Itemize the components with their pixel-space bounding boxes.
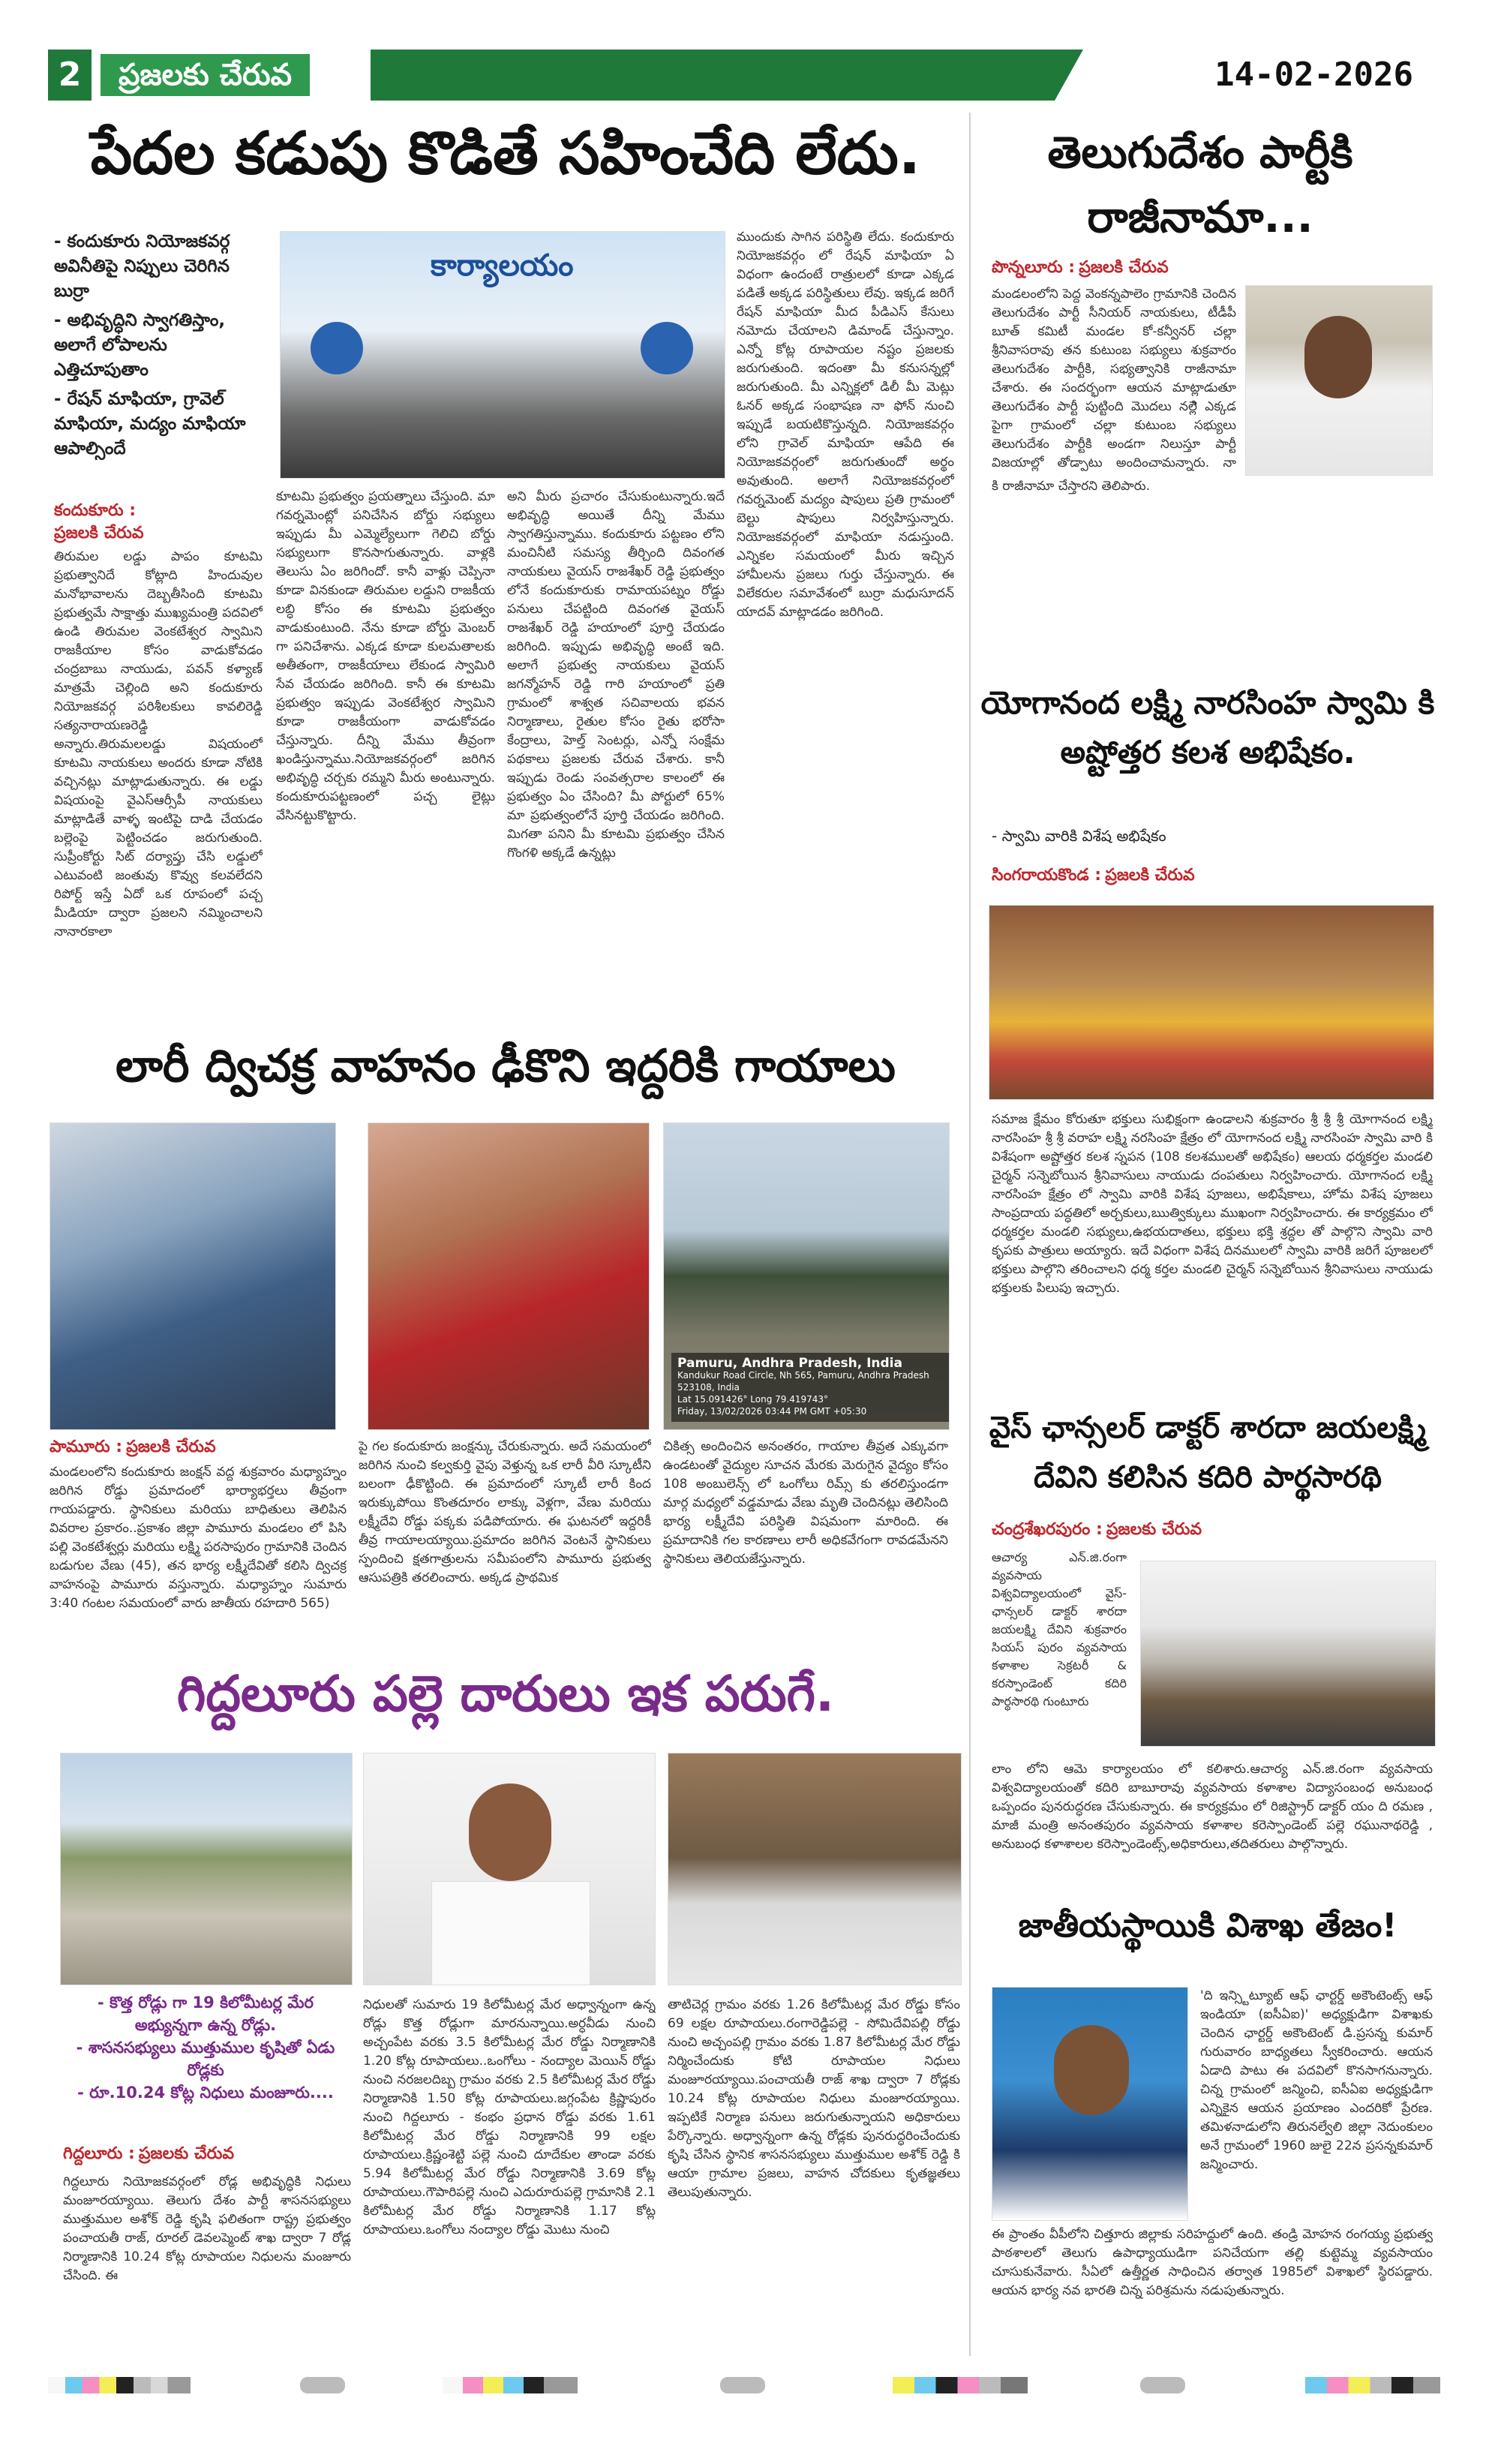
story5-bullet: - కొత్త రోడ్లు గా 19 కిలోమీటర్ల మేర అభ్యున్నగా ఉన్న రోడ్లు. — [98, 1994, 314, 2034]
story5-col2: నిధులతో సుమారు 19 కిలోమీటర్ల మేర అధ్వాన్నంగా ఉన్న రోడ్లు కొత్త రోడ్లుగా మారనున్నాయి.అర్ధవీడు నుంచి అచ్చంపేట వరకు 3.5 కిలోమీటర్ల మేర రోడ్డు నిర్మాణానికి 1.20 కోట్ల రూపాయలు..ఒంగోలు - నంద్యాల మెయిన్ రోడ్డు నుంచి నరజలదిబ్బ గ్రామం వరకు 2.5 కిలోమీటర్ల మేర రోడ్డు నిర్మాణానికి 1.50 కోట్ల రూపాయలు.జగ్గంపేట క్రిష్ణాపురం నుంచి గిద్దలూరు - కంభం ప్రధాన రోడ్డు వరకు 1.61 కిలోమీటర్ల మేర రోడ్డు నిర్మాణానికి 99 లక్షల రూపాయలు.క్రిష్ణంశెట్టి పల్లె నుంచి దూదేకుల తాండా వరకు 5.94 కిలోమీటర్ల మేర రోడ్డు నిర్మాణానికి 3.69 కోట్ల రూపాయలు.గౌపారిపల్లె నుంచి ఎదురూరుపల్లె గ్రామానికి 2.1 కిలోమీటర్ల మేర రోడ్డు నిర్మాణానికి 1.17 కోట్ల రూపాయలు.ఒంగోలు నంద్యాల రోడ్డు మొటు నుంచి — [363, 1997, 656, 2237]
story2-headline: తెలుగుదేశం పార్టీకి రాజీనామా... — [1047, 127, 1353, 242]
story1-byline — [54, 501, 257, 546]
lorry-photo — [663, 1122, 950, 1430]
registration-mark — [720, 2377, 765, 2393]
registration-mark — [300, 2377, 345, 2393]
party-logo — [311, 322, 363, 374]
byline-place: పామూరు : — [50, 1438, 123, 1456]
story3-headline-line2: అష్టోత్తర కలశ అభిషేకం. — [1060, 734, 1355, 771]
story1-col3: అని మీరు ప్రచారం చేసుకుంటున్నారు.ఇదే అభివృద్ధి అయితే దీన్ని మేము స్వాగతిస్తున్నాము. కందుకూరు పట్టణం లోని మంచినీటి సమస్య తీర్చింది దివంగత నాయకులు వైయస్ రాజశేఖర్ రెడ్డి ప్రభుత్వం లోనే కందుకూరుకు రామాయపట్నం రోడ్డు పనులు చేపట్టింది దివంగత వైయస్ రాజశేఖర్ రెడ్డి హయాంలో పూర్తి చేయడం జరిగింది. ఇప్పుడు అభివృద్ధి అంటే ఇది. అలాగే ప్రభుత్వ నాయకులు వైయస్ జగన్మోహన్ రెడ్డి గారి హయాంలో ప్రతి గ్రామంలో శాశ్వత సచివాలయ భవన నిర్మాణాలు, రైతుల కోసం రైతు భరోసా కేంద్రాలు, హెల్త్ సెంటర్లు, ఎన్నో సంక్షేమ పథకాలు ప్రజలకు చేరువ చేశారు. కానీ ఇప్పుడు రెండు సంవత్సరాల కాలంలో ఈ ప్రభుత్వం ఏం చేసింది? మీ పోర్టులో 65% మా ప్రభుత్వంలోనే పూర్తి చేయడం జరిగింది. మిగతా పనిని మీ కూటమి ప్రభుత్వం చేసిన గొంగళి అక్కడే ఉన్నట్లు — [507, 489, 725, 861]
person-face — [1304, 316, 1372, 398]
story2-body-bottom — [992, 477, 1431, 635]
press-meet-photo — [280, 231, 725, 479]
geo-stamp-time: Friday, 13/02/2026 03:44 PM GMT +05:30 — [677, 1406, 867, 1417]
story6-body-left: ఆచార్య ఎన్.జి.రంగా వ్యవసాయ విశ్వవిద్యాలయంలో వైస్-ఛాన్సలర్ డాక్టర్ శారదా జయలక్ష్మి దేవిని శుక్రవారం సియస్ పురం వ్యవసాయ కళాశాల సెక్రటరీ & కరస్పాండెంట్ కదిరి పార్థసారథి గుంటూరు — [992, 1550, 1127, 1708]
story4-col3: చికిత్స అందించిన అనంతరం, గాయాల తీవ్రత ఎక్కువగా ఉండటంతో వైద్యుల సూచన మేరకు మెరుగైన వైద్యం కోసం 108 అంబులెన్స్ లో ఒంగోలు రిమ్స్ కు తరలిస్తుండగా మార్గ మధ్యలో వడ్డమాడు వేణు మృతి చెందినట్లు తెలిసింది భార్య లక్ష్మీదేవి పరిస్థితి విషమంగా మారింది. ఈ ప్రమాదానికి గల కారణాలు లారీ అధికవేగంగా రావడమేనని స్థానికులు తెలియజేస్తున్నారు. — [663, 1439, 948, 1567]
registration-mark — [1140, 2377, 1185, 2393]
mla-photo-1 — [363, 1753, 656, 1985]
story2-byline — [992, 258, 1247, 281]
story1-bullet: - అభివృద్ధిని స్వాగతిస్తాం, అలాగే లోపాలను ఎత్తిచూపుతాం — [54, 311, 226, 380]
byline-source: ప్రజలకి చేరువ — [1105, 866, 1195, 885]
issue-date: 14-02-2026 — [1214, 56, 1413, 94]
geo-stamp-coords: Lat 15.091426° Long 79.419743° — [677, 1394, 829, 1405]
story4-headline: లారీ ద్విచక్ర వాహనం ఢీకొని ఇద్దరికి గాయాలు — [116, 1040, 896, 1092]
story1-col2: కూటమి ప్రభుత్వం ప్రయత్నాలు చేస్తుంది. మా గవర్నమెంట్లో పనిచేసిన బోర్డు సభ్యులు ఇప్పుడు మీ ఎమ్మెల్యేలుగా గెలిచి బోర్డు సభ్యులుగా కొనసాగుతున్నారు. వాళ్లకి తెలుసు ఏం జరిగిందో. కానీ వాళ్లు చెప్పినా కూడా వినకుండా తిరుమల లడ్డుని రాజకీయ లబ్ధి కోసం ఈ కూటమి ప్రభుత్వం వాడుకుంటుంది. నేను కూడా బోర్డు మెంబర్ గా పనిచేశాను. ఎక్కడ కూడా కులమతాలకు అతీతంగా, రాజకీయాలు లేకుండ స్వామిరి సేవ చేయడం జరిగింది. కానీ ఈ కూటమి ప్రభుత్వం ఇప్పుడు వెంకటేశ్వర స్వామిని కూడా రాజకీయంగా వాడుకోవడం చేస్తున్నారు. దీన్ని మేము తీవ్రంగా ఖండిస్తున్నాము.నియోజకవర్గంలో జరిగిన అభివృద్ధి చర్చకు రమ్మని మీరు అంటున్నారు. కందుకూరుపట్టణంలో పచ్చ లైట్లు వేసినట్టుకొట్టారు. — [276, 489, 495, 823]
story2-body: మండలంలోని పెద్ద వెంకన్నపాలెం గ్రామానికి చెందిన తెలుగుదేశం పార్టీ సీనియర్ నాయకులు, టీడీపీ బూత్ కమిటీ మండల కో-కన్వీనర్ చల్లా శ్రీనివాసరావు తన కుటుంబ సభ్యులు శుక్రవారం తెలుగుదేశం పార్టీకి, సభ్యత్వానికి రాజీనామా చేశారు. ఈ సందర్భంగా ఆయన మాట్లాడుతూ తెలుగుదేశం పార్టీ పుట్టింది మొదలు నల్లెి ఎక్కడ పైగా గ్రామంలో చల్లా కుటుంబ సభ్యులు తెలుగుదేశం పార్టీకి అండగా నిలుస్తూ పార్టీ విజయాల్లో తోడ్పాటు అందించామన్నారు. నా — [992, 287, 1236, 470]
story6-byline — [992, 1520, 1202, 1543]
story1-bullets — [54, 230, 264, 466]
header-bar — [371, 50, 1083, 101]
story3-byline — [992, 866, 1195, 888]
byline-place: చంద్రశేఖరపురం : — [992, 1520, 1103, 1539]
byline-source: ప్రజలకు చేరువ — [1106, 1520, 1202, 1539]
injured-person-photo-2 — [368, 1122, 650, 1430]
story1-headline: పేదల కడుపు కొడితే సహించేది లేదు. — [90, 120, 921, 188]
story5-bullets — [63, 1991, 348, 2104]
party-logo — [641, 322, 693, 374]
story3-bullet: - స్వామి వారికి విశేష అభిషేకం — [992, 827, 1166, 845]
banner-text: కార్యాలయం — [431, 248, 574, 283]
injured-person-photo-1 — [50, 1122, 336, 1430]
temple-ritual-photo — [989, 905, 1434, 1100]
story1-col1: తిరుమల లడ్డు పాపం కూటమి ప్రభుత్వానిదే కోట్లాది హిందువుల మనోభావాలను దెబ్బతీసింది కూటమి ప్రభుత్వమే సాక్షాత్తు ముఖ్యమంత్రి పదవిలో ఉండి తిరుమల వెంకటేశ్వర స్వామిని రాజకీయాల కోసం వాడుకోవడం చంద్రబాబు నాయుడు, పవన్ కళ్యాణ్ మాత్రమే చెల్లింది అని కందుకూరు నియోజకవర్గ పరిశీలకులు కావలిరెడ్డి సత్యనారాయణరెడ్డి అన్నారు.తిరుమలలడ్డు విషయంలో కూటమి నాయకులు అందరు కూడా నోటికి వచ్చినట్లు మాట్లాడుతున్నారు. ఈ లడ్డు విషయంపై వైఎస్ఆర్సీపీ నాయకులు మాట్లాడితే వాళ్ళ ఇంటిపై దాడి చేయడం బల్లెంపై పెట్టించడం జరుగుతుంది. సుప్రీంకోర్టు సిట్ దర్యాప్తు చేసి లడ్డులో ఎటువంటి జంతువు కొవ్వు కలవలేదని రిపోర్ట్ ఇస్తే ఏదో ఒక రూపంలో పచ్చ మీడియా ద్వారా ప్రజలని నమ్మించాలని నానారకాలా — [54, 549, 263, 939]
story5-col3: తాటిచెర్ల గ్రామం వరకు 1.26 కిలోమీటర్ల మేర రోడ్డు కోసం 69 లక్షల రూపాయలు.రంగారెడ్డిపల్లె - సోమిదేవిపల్లి రోడ్డు నుంచి అచ్చంపల్లి గ్రామం వరకు 1.87 కిలోమీటర్ల మేర రోడ్డు నిర్మించేందుకు కోటి రూపాయల నిధులు మంజూరయ్యాయి.పంచాయతీ రాజ్ శాఖ ద్వారా 7 రోడ్లకు 10.24 కోట్ల రూపాయల నిధులు మంజూరయ్యాయి. ఇప్పటికే నిర్మాణ పనులు జరుగుతున్నాయని అధికారులు పేర్కొన్నారు. అధ్వాన్నంగా ఉన్న రోడ్లకు పునరుద్ధరించేందుకు కృషి చేసిన స్థానిక శాసనసభ్యులు ముత్తుముల అశోక్ రెడ్డి కి ఆయా గ్రామాల ప్రజలు, వాహన చోదకులు కృతజ్ఞతలు తెలుపుతున్నారు. — [668, 1997, 960, 2200]
byline-place: కందుకూరు : — [54, 501, 137, 520]
story3-headline-line1: యోగానంద లక్ష్మి నారసింహ స్వామి కి — [980, 684, 1435, 721]
person-face — [1054, 2025, 1129, 2115]
registration-bar — [48, 2377, 191, 2393]
story6-headline — [975, 1403, 1440, 1502]
registration-bar — [893, 2377, 1028, 2393]
byline-source: ప్రజలకి చేరువ — [126, 1438, 216, 1456]
story7-body-left: 'ది ఇన్స్టిట్యూట్ ఆఫ్ ఛార్టర్డ్ అకౌంటెంట్స్ ఆఫ్ ఇండియా (ఐసీఏఐ)' అధ్యక్షుడిగా విశాఖకు చెందిన ఛార్టర్డ్ అకౌంటెంట్ డి.ప్రసన్న కుమార్ గురువారం బాధ్యతలు స్వీకరించారు. ఆయన ఏడాది పాటు ఈ పదవిలో కొనసాగనున్నారు. చిన్న గ్రామంలో జన్మించి, ఐసీఏఐ అధ్యక్షుడిగా ఎన్నికైన ఆయన ప్రయాణం ఎందరికో ప్రేరణ. తమిళనాడులోని తిరునల్వేలి జిల్లా నెదుంకులం అనే గ్రామంలో 1960 జులై 22న ప్రసన్నకుమార్ జన్మించారు. — [1200, 1988, 1433, 2172]
registration-bar — [443, 2377, 578, 2393]
page-header — [48, 50, 1443, 101]
story1-bullet: - రేషన్ మాఫియా, గ్రావెల్ మాఫియా, మద్యం మాఫియా ఆపాల్సిందే — [54, 389, 246, 458]
byline-source: ప్రజలకి చేరువ — [1079, 258, 1169, 277]
story5-bullet: - శాసనసభ్యులు ముత్తుముల కృషితో ఏడు రోడ్లకు — [76, 2039, 335, 2079]
paper-name: ప్రజలకు చేరువ — [101, 54, 310, 96]
byline-place: గిద్దలూరు : — [63, 2144, 135, 2163]
byline-source: ప్రజలకి చేరువ — [54, 524, 144, 542]
story1-col4: ముందుకు సాగిన పరిస్థితి లేదు. కందుకూరు నియోజకవర్గం లో రేషన్ మాఫియా ఏ విధంగా ఉందంటే రాత్రులలో కూడా ఎక్కడ పడితే అక్కడ పరిస్థితులు లేవు. ఇక్కడ జరిగే రేషన్ మాఫియా మీద పీడిఎస్ కేసులు నమోదు చేయాలని డిమాండ్ చేస్తున్నాం. ఎన్నో కోట్ల రూపాయల నష్టం ప్రజలకు జరుగుతుంది. ఇదంతా మీ కనుసన్నల్లో జరుగుతుంది. మీ ఎన్నిక్లలో డిలీ మీ మెట్లు ఓనర్ అక్కడ సంభాషణ నా ఫోన్ నుంచి ఇప్పుడే బయటికొస్తున్నది. నియోజకవర్గం లోని గ్రావెల్ మాఫియా ఆపేది ఈ నియోజకవర్గంలో జరుగుతుందో అర్థం అవుతుంది. అలాగే నియోజకవర్గంలో గవర్నమెంట్ మద్యం షాపులు ప్రతి గ్రామంలో బెల్టు షాపులు నిర్వహిస్తున్నారు. నియోజకవర్గంలో మాఫియా నడుస్తుంది. ఎన్నికల సమయంలో మీరు ఇచ్చిన హామీలను ప్రజలు గుర్తు చేస్తున్నారు. ఈ విలేకరుల సమావేశంలో బుర్రా మధుసూదన్ యాదవ్ మాట్లాడడం జరిగింది. — [737, 230, 954, 620]
byline-place: సింగరాయకొండ : — [992, 866, 1102, 885]
registration-bar — [1305, 2377, 1440, 2393]
story6-headline-line1: వైస్ ఛాన్సలర్ డాక్టర్ శారదా జయలక్ష్మి — [989, 1411, 1427, 1445]
story3-headline — [975, 678, 1440, 777]
story4-byline — [50, 1438, 216, 1460]
story2-body-cont: కి రాజీనామా చేస్తారని తెలిపారు. — [992, 479, 1151, 494]
story4-col2: పై గల కందుకూరు జంక్షన్కు చేరుకున్నారు. అదే సమయంలో జరిగిన నుంచి కల్వకుర్తి వైపు వెళ్తున్న ఒక లారీ వీరి స్కూటీని బలంగా ఢీకొట్టింది. ఈ ప్రమాదంలో స్కూటీ లారీ కింద ఇరుక్కుపోయి కొంతదూరం లాక్కు వెళ్లగా, వేణు మరియు లక్ష్మీదేవి రోడ్డు పక్కకు పడిపోయారు. ఈ ఘటనలో ఇద్దరికీ తీవ్ర గాయాలయ్యాయి.ప్రమాదం జరిగిన వెంటనే స్థానికులు స్పందించి క్షతగాత్రులను సమీపంలోని పామూరు ప్రభుత్వ ఆసుపత్రికి తరలించారు. అక్కడ ప్రాథమిక — [359, 1439, 651, 1585]
story6-body-rest: లాం లోని ఆమె కార్యాలయం లో కలిశారు.ఆచార్య ఎన్.జి.రంగా వ్యవసాయ విశ్వవిద్యాలయంతో కదిరి బాబూరావు వ్యవసాయ కళాశాల విద్యాసంబంధ అనుబంధ ఒప్పందం పునరుద్ధరణ చేసుకున్నారు. ఈ కార్యక్రమం లో రిజిస్ట్రార్ డాక్టర్ యం ది రమణ , మాజీ మంత్రి అనంతపురం వ్యవసాయ కళాశాల కరెస్పాండెంట్ పల్లె రఘునాథరెడ్డి , అనుబంధ కళాశాలల కరెస్పాండెంట్స్,అధికారులు,తదితరులు పాల్గొన్నారు. — [992, 1762, 1433, 1852]
story5-col1: గిద్దలూరు నియోజకవర్గంలో రోడ్ల అభివృద్ధికి నిధులు మంజూరయ్యాయి. తెలుగు దేశం పార్టీ శాసనసభ్యులు ముత్తుముల అశోక్ రెడ్డి కృషి ఫలితంగా రాష్ట్ర ప్రభుత్వం పంచాయతీ రాజ్, రూరల్ డెవలప్మెంట్ శాఖ ద్వారా 7 రోడ్ల నిర్మాణానికి 10.24 కోట్ల రూపాయల నిధులను మంజూరు చేసింది. ఈ — [63, 2174, 351, 2283]
story4-col1: మండలంలోని కందుకూరు జంక్షన్ వద్ద శుక్రవారం మధ్యాహ్నం జరిగిన రోడ్డు ప్రమాదంలో భార్యాభర్తలు తీవ్రంగా గాయపడ్డారు. స్థానికులు మరియు బాధితులు తెలిపిన వివరాల ప్రకారం..ప్రకాశం జిల్లా పామూరు మండలం లో పిసి పల్లి వెంకటేశ్వర్లు మరియు లక్ష్మి పరసాపురం గ్రామానికి చెందిన బడుగుల వేణు (45), తన భార్య లక్ష్మీదేవితో కలిసి ద్విచక్ర వాహనంపై పామూరు వస్తున్నారు. మధ్యాహ్నం సుమారు 3:40 గంటల సమయంలో వారు జాతీయ రహదారి 565) — [50, 1465, 347, 1611]
story3-body: సమాజ క్షేమం కోరుతూ భక్తులు సుభిక్షంగా ఉండాలని శుక్రవారం శ్రీ శ్రీ శ్రీ యోగానంద లక్ష్మి నారసింహ శ్రీ శ్రీ వరాహ లక్ష్మి నరసింహ క్షేత్రం లో యోగానంద లక్ష్మి నారసింహ స్వామి వారి కి విశేషంగా అష్టోత్తర కలశ స్నపన (108 కలశములతో అభిషేకం) ఆలయ ధర్మకర్తల మండలి చైర్మన్ సన్నెబోయిన శ్రీనివాసులు నాయుడు దంపతులు నిర్వహించారు. యోగానంద లక్ష్మి నారసింహ క్షేత్రం లో స్వామి వారికి విశేష పూజలు, అభిషేకాలు, హోమ విశేష పూజలు సాంప్రదాయ పద్ధతిలో అర్చకులు,ఋత్విక్కులు ముఖంగా నిర్వహించారు. ఈ కార్యక్రమం లో ధర్మకర్తల మండలి సభ్యులు,ఉభయదాతలు, భక్తులు భక్తి శ్రద్ధల తో పాల్గొని స్వామి వారి కృపకు పాత్రులు అయ్యారు. ఇదే విధంగా విశేష దినములలో స్వామి వారికి జరిగే పూజలలో భక్తులు పాల్గొని తరించాలని ధర్మ కర్తల మండలి చైర్మన్ సన్నెబోయిన శ్రీనివాసులు నాయుడు భక్తులకు పిలుపు ఇచ్చారు. — [992, 1112, 1433, 1296]
column-divider — [969, 113, 971, 2356]
geo-stamp — [671, 1353, 950, 1422]
village-road-photo — [60, 1753, 353, 1985]
story5-headline: గిద్దలూరు పల్లె దారులు ఇక పరుగే. — [176, 1665, 835, 1723]
story2-body-top — [992, 285, 1236, 473]
story1-bullet: - కందుకూరు నియోజకవర్గ అవినీతిపై నిప్పులు చెరిగిన బుర్రా — [54, 232, 230, 301]
member-portrait-photo — [1245, 285, 1433, 476]
byline-place: పొన్నలూరు : — [992, 258, 1076, 277]
geo-stamp-address: Kandukur Road Circle, Nh 565, Pamuru, Andhra Pradesh 523108, India — [677, 1370, 929, 1393]
story5-byline — [63, 2144, 234, 2167]
geo-stamp-title: Pamuru, Andhra Pradesh, India — [677, 1356, 902, 1371]
white-shirt — [431, 1881, 590, 1985]
page-number: 2 — [48, 50, 92, 101]
story5-bullet: - రూ.10.24 కోట్ల నిధులు మంజూరు.... — [77, 2084, 334, 2102]
ca-president-photo — [992, 1987, 1188, 2221]
story7-body-rest: ఈ ప్రాంతం వీపీలోని చిత్తూరు జిల్లాకు సరిహద్దులో ఉంది. తండ్రి మోహన రంగయ్య ప్రభుత్వ పాఠశాలలో తెలుగు ఉపాధ్యాయుడిగా పనిచేయగా తల్లి కుట్టెమ్మ వ్యవసాయం చూసుకునేవారు. సీఏలో ఉత్తీర్ణత సాధించిన తర్వాత 1985లో విశాఖలో స్థిరపడ్డారు. ఆయన భార్య నవ భారతి చిన్న పరిశ్రమను నడుపుతున్నారు. — [992, 2227, 1433, 2298]
byline-source: ప్రజలకు చేరువ — [138, 2144, 234, 2163]
person-face — [469, 1783, 551, 1881]
mla-photo-2 — [668, 1753, 962, 1985]
meeting-photo — [1140, 1561, 1436, 1747]
story7-headline: జాతీయస్థాయికి విశాఖ తేజం! — [1018, 1907, 1397, 1945]
story6-headline-line2: దేవిని కలిసిన కదిరి పార్థసారథి — [1034, 1460, 1382, 1495]
